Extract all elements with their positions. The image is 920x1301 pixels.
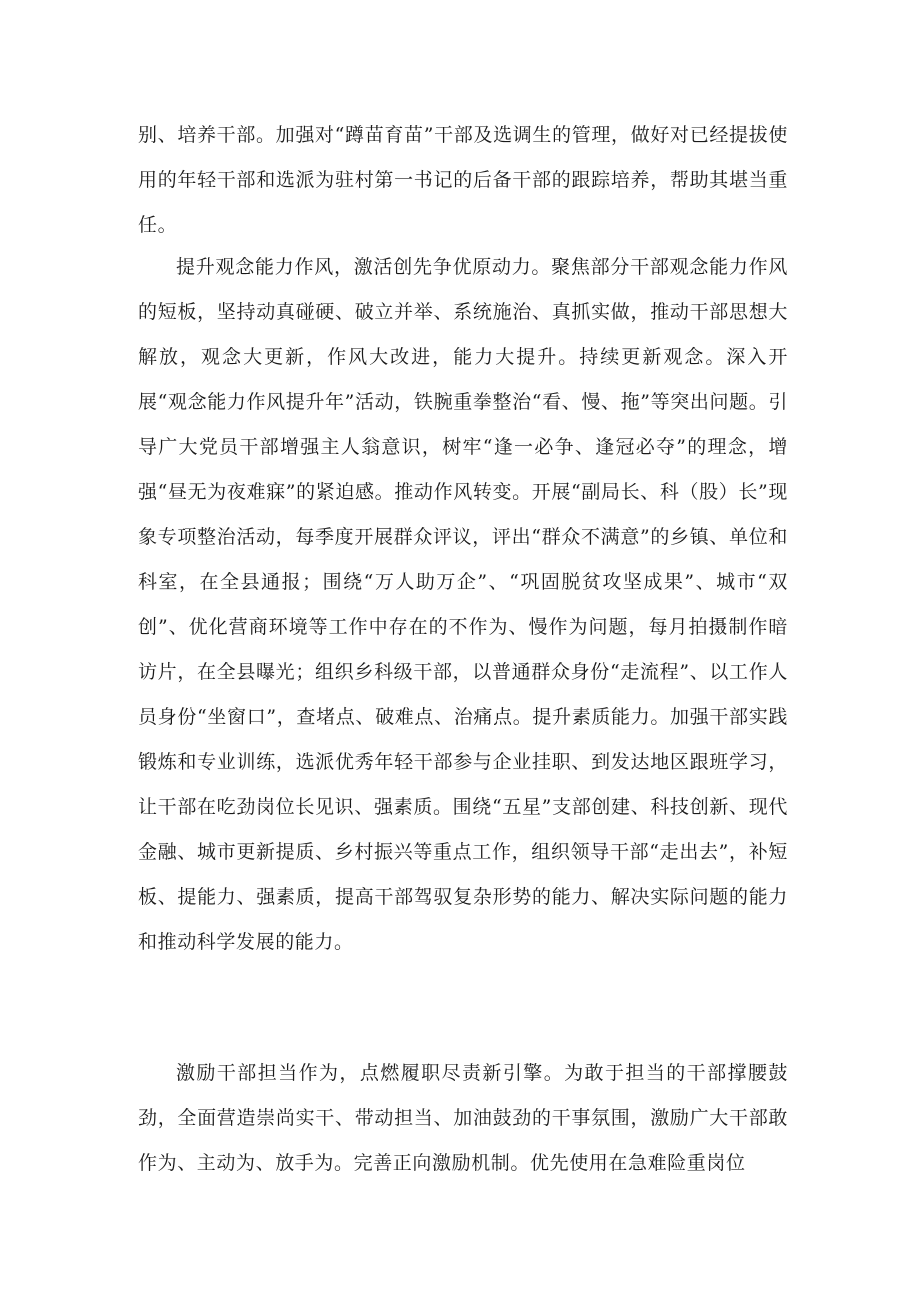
paragraph-incentive-cadres: 激励干部担当作为，点燃履职尽责新引擎。为敢于担当的干部撑腰鼓劲，全面营造崇尚实干、带动担当、加油鼓劲的干事氛围，激励广大干部敢作为、主动为、放手为。完善正向激励机制。优先使用在急难险重岗位 [138,1062,788,1174]
paragraph-ideas-ability-style: 提升观念能力作风，激活创先争优原动力。聚焦部分干部观念能力作风的短板，坚持动真碰硬、破立并举、系统施治、真抓实做，推动干部思想大解放，观念大更新，作风大改进，能力大提升。持续更新观念。深入开展“观念能力作风提升年”活动，铁腕重拳整治“看、慢、拖”等突出问题。引导广大党员干部增强主人翁意识，树牢“逢一必争、逢冠必夺”的理念，增强“昼无为夜难寐”的紧迫感。推动作风转变。开展“副局长、科（股）长”现象专项整治活动，每季度开展群众评议，评出“群众不满意”的乡镇、单位和科室，在全县通报；围绕“万人助万企”、“巩固脱贫攻坚成果”、城市“双创”、优化营商环境等工作中存在的不作为、慢作为问题，每月拍摄制作暗访片，在全县曝光；组织乡科级干部，以普通群众身份“走流程”、以工作人员身份“坐窗口”，查堵点、破难点、治痛点。提升素质能力。加强干部实践锻炼和专业训练，选派优秀年轻干部参与企业挂职、到发达地区跟班学习，让干部在吃劲岗位长见识、强素质。围绕“五星”支部创建、科技创新、现代金融、城市更新提质、乡村振兴等重点工作，组织领导干部“走出去”，补短板、提能力、强素质，提高干部驾驭复杂形势的能力、解决实际问题的能力和推动科学发展的能力。 [138,256,788,953]
paragraph-continuation: 别、培养干部。加强对“蹲苗育苗”干部及选调生的管理，做好对已经提拔使用的年轻干部和选派为驻村第一书记的后备干部的跟踪培养，帮助其堪当重任。 [138,124,788,236]
